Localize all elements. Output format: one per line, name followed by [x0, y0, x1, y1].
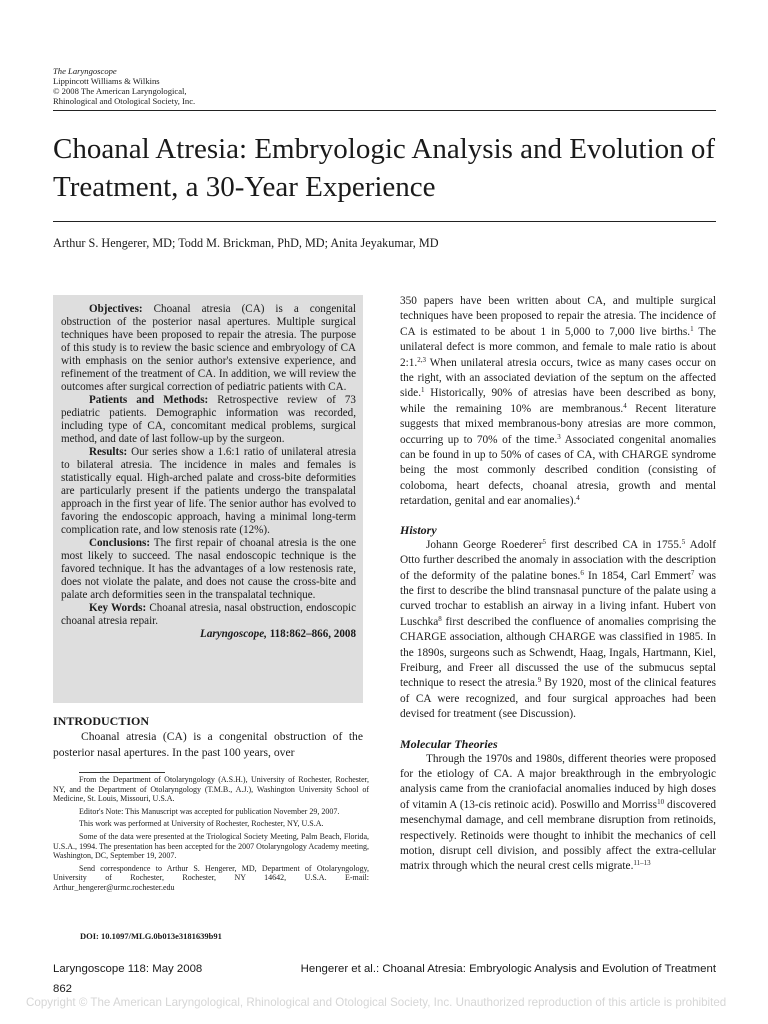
footer-journal: Laryngoscope 118: May 2008 [53, 963, 203, 975]
journal-name: The Laryngoscope [53, 66, 117, 76]
right-column [400, 294, 716, 875]
footnote-affiliation: From the Department of Otolaryngology (A.S.H.), University of Rochester, Rochester, NY, and the Department of Otolaryngology (T.M.B., A.J.), Washington University School of Medicine, St. Louis, Missouri, U.S.A. [53, 775, 369, 804]
abstract-objectives: Objectives: Choanal atresia (CA) is a congenital obstruction of the posterior nasal apertures. Multiple surgical techniques have been proposed to repair the atresia. The purpose of this study is to review the basic science and embryology of CA with emphasis on the senior author's extensive experience, and refinement of the treatment of CA. In addition, we will review the outcomes after surgical correction of pediatric patients with CA. [61, 303, 356, 393]
title-rule [53, 221, 716, 222]
footnote-performed: This work was performed at University of Rochester, Rochester, NY, U.S.A. [79, 819, 324, 829]
abstract-citation: Laryngoscope, 118:862–866, 2008 [200, 628, 356, 640]
article-title: Choanal Atresia: Embryologic Analysis and Evolution of Treatment, a 30-Year Experience [53, 133, 716, 203]
journal-copyright-line2: Rhinological and Otological Society, Inc. [53, 96, 196, 106]
footnotes [53, 772, 369, 896]
intro-continued-paragraph: 350 papers have been written about CA, and multiple surgical techniques have been proposed to repair the atresia. The incidence of CA is estimated to be about 1 in 5,000 to 7,000 live births.$^1$ The unilateral defect is more common, and female to male ratio is about 2:1.$^{2,3}$ When unilateral atresia occurs, twice as many cases occur on the right, with an associated deviation of the septum on the affected side.$^1$ Historically, 90% of atresias have been described as bony, while the remaining 10% are membranous.$^4$ Recent literature suggests that mixed membranous-bony atresias are more common, occurring up to 70% of the time.$^3$ Associated congenital anomalies can be found in up to 50% of cases of CA, with CHARGE syndrome being the most commonly described condition (consisting of coloboma, heart defects, choanal atresia, growth and mental retardation, genital and ear anomalies).$^4$ [400, 295, 716, 508]
molecular-theories-paragraph: Through the 1970s and 1980s, different theories were proposed for the etiology of CA. A major breakthrough in the embryologic analysis came from the craniofacial anomalies induced by high doses of vitamin A (13-cis retinoic acid). Poswillo and Morriss$^{10}$ discovered mesenchymal damage, and cell membrane disruption from retinoids, respectively. Retinoids were thought to inhibit the mechanics of cell motion, disrupt cell division, and possibly affect the extra-cellular matrix through which the neural crest cells migrate.$^{11-13}$ [400, 752, 716, 873]
abstract-keywords: Key Words: Choanal atresia, nasal obstruction, endoscopic choanal atresia repair. [61, 602, 356, 627]
journal-copyright-line1: © 2008 The American Laryngological, [53, 86, 187, 96]
footnote-presented: Some of the data were presented at the Triological Society Meeting, Palm Beach, Florida, U.S.A., 1994. The presentation has been accepted for the 2007 Otolaryngology Academy meeting, Washington, DC, September 19, 2007. [53, 831, 369, 861]
introduction-text: Choanal atresia (CA) is a congenital obstruction of the posterior nasal apertures. In the past 100 years, over [53, 730, 363, 759]
history-paragraph: Johann George Roederer$^5$ first described CA in 1755.$^5$ Adolf Otto further described the anomaly in association with the description of the deformity of the palatine bones.$^6$ In 1854, Carl Emmert$^7$ was the first to describe the blind transnasal puncture of the palate using a curved trochar to establish an airway in a living infant. Hubert von Luschka$^8$ first described the confluence of anomalies comprising the CHARGE association, although CHARGE was classified in 1985. In the 1890s, surgeons such as Schwendt, Haag, Ingals, Hartmann, Kiel, Freiburg, and Freer all discussed the use of the submucus septal technique to resect the atresia.$^9$ By 1920, most of the clinical features of CA were recognized, and four surgical approaches had been devised for treatment (see Discussion). [400, 537, 717, 721]
publisher: Lippincott Williams & Wilkins [53, 76, 160, 86]
abstract-box [53, 295, 363, 703]
page-number: 862 [53, 983, 73, 995]
abstract-methods: Patients and Methods: Retrospective review of 73 pediatric patients. Demographic information was recorded, including type of CA, concomitant medical problems, surgical method, and date of last follow-up by the surgeon. [61, 394, 356, 445]
introduction-heading: INTRODUCTION [53, 714, 150, 728]
footer-running-title: Hengerer et al.: Choanal Atresia: Embryologic Analysis and Evolution of Treatment [300, 963, 716, 975]
molecular-theories-heading: Molecular Theories [400, 736, 498, 751]
copyright-watermark: Copyright © The American Laryngological, Rhinological and Otological Society, Inc. Unauthorized reproduction of this article is prohibited [26, 996, 727, 1009]
header-rule [53, 110, 716, 111]
introduction-section [53, 713, 363, 761]
footnote-rule [79, 772, 165, 773]
authors: Arthur S. Hengerer, MD; Todd M. Brickman, PhD, MD; Anita Jeyakumar, MD [53, 236, 439, 250]
abstract-results: Results: Our series show a 1.6:1 ratio of unilateral atresia to bilateral atresia. The incidence in males and females is statistically equal. High-arched palate and cross-bite deformities are particularly present if the patients undergo the transpalatal approach in the first year of life. The senior author has evolved to favoring the endoscopic approach, having a minimal long-term complication rate, and low stenosis rate (12%). [61, 446, 356, 536]
footnote-editor-note: Editor's Note: This Manuscript was accepted for publication November 29, 2007. [79, 806, 340, 816]
abstract-conclusions: Conclusions: The first repair of choanal atresia is the one most likely to succeed. The nasal endoscopic technique is the favored technique. It has the advantages of a low restenosis rate, does not violate the palate, and does not cause the cross-bite and palate arch deformities seen in the transpalatal technique. [61, 537, 356, 601]
doi: DOI: 10.1097/MLG.0b013e3181639b91 [80, 931, 222, 941]
journal-info [53, 66, 195, 106]
footnote-correspondence: Send correspondence to Arthur S. Hengerer, MD, Department of Otolaryngology, University of Rochester, Rochester, NY 14642, U.S.A. E-mail: Arthur_hengerer@urmc.rochester.edu [53, 863, 369, 892]
history-heading: History [400, 522, 437, 537]
